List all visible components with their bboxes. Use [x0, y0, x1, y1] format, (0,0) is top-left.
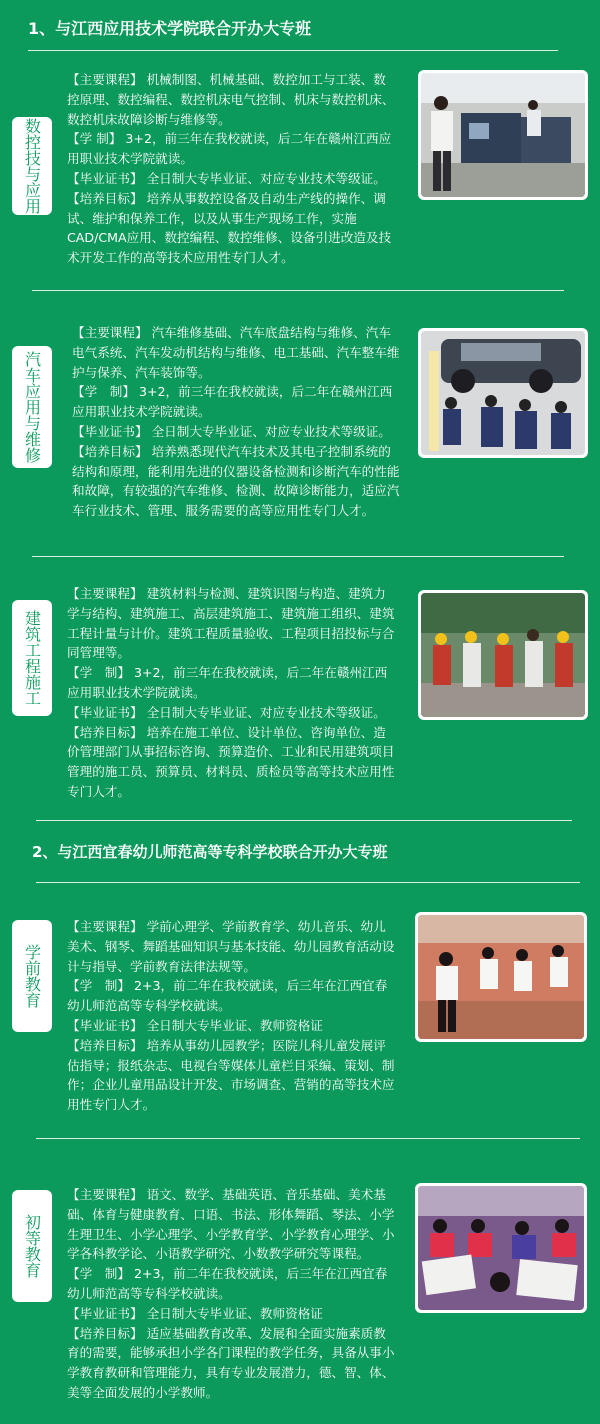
line: 专门人才。 [67, 783, 130, 799]
badge-cnc-label: 数控技与应用 [22, 118, 42, 214]
classroom-reading-photo [415, 1183, 587, 1313]
line: 学与结构、建筑施工、高层建筑施工、建筑施工组织、建筑 [67, 605, 395, 621]
line: 美等全面发展的小学教师。 [67, 1384, 219, 1400]
badge-preschool-label: 学前教育 [22, 944, 42, 1008]
line: CAD/CMA应用、数控编程、数控维修、设备引进改造及技 [67, 230, 392, 246]
line: 控原理、数控编程、数控机床电气控制、机床与数控机床、 [67, 91, 395, 107]
line: 【培养目标】 培养从事幼儿园教学；医院儿科儿童发展评 [67, 1037, 386, 1053]
line: 应用职业技术学院就读。 [72, 404, 211, 420]
line: 【主要课程】 机械制图、机械基础、数控加工与工装、数 [67, 72, 386, 87]
badge-preschool [12, 920, 52, 1032]
line: 【毕业证书】 全日制大专毕业证、对应专业技术等级证。 [67, 704, 386, 720]
badge-primary [12, 1190, 52, 1302]
line: 估指导；报纸杂志、电视台等媒体儿童栏目采编、策划、制 [67, 1057, 395, 1073]
line: 【毕业证书】 全日制大专毕业证、教师资格证 [67, 1017, 323, 1033]
line: 【培养目标】 培养熟悉现代汽车技术及其电子控制系统的 [72, 443, 391, 459]
line: 结构和原理，能利用先进的仪器设备检测和诊断汽车的性能 [72, 463, 400, 479]
line: 管理的施工员、预算员、材料员、质检员等高等技术应用性 [67, 764, 395, 780]
badge-auto [12, 346, 52, 468]
cnc-workshop-photo [418, 70, 588, 200]
badge-construction [12, 600, 52, 716]
divider-1 [32, 290, 564, 291]
line: 电气系统、汽车发动机结构与维修、电工基础、汽车整车维 [72, 344, 400, 360]
line: 车行业技术、管理、服务需要的高等应用性专门人才。 [72, 503, 375, 519]
line: 价管理部门从事招标咨询、预算造价、工业和民用建筑项目 [67, 744, 395, 760]
line: 【学 制】 2+3，前二年在我校就读，后三年在江西宜春 [67, 978, 388, 994]
line: 计与指导、学前教育法律法规等。 [67, 958, 256, 974]
program-cnc-text [67, 70, 412, 268]
line: 作；企业儿童用品设计开发、市场调查、营销的高等技术应 [67, 1077, 395, 1093]
line: 幼儿师范高等专科学校就读。 [67, 1285, 231, 1301]
program-preschool-text [67, 917, 412, 1115]
program-primary-text [67, 1185, 412, 1403]
badge-cnc [12, 117, 52, 215]
line: 【学 制】 3+2，前三年在我校就读，后二年在赣州江西 [72, 384, 393, 400]
line: 【毕业证书】 全日制大专毕业证、对应专业技术等级证。 [67, 170, 386, 186]
line: 育的需要，能够承担小学各门课程的教学任务，具备从事小 [67, 1345, 395, 1361]
line: 工程计量与计价。建筑工程质量验收、工程项目招投标与合 [67, 625, 395, 641]
line: 【主要课程】 汽车维修基础、汽车底盘结构与维修、汽车 [72, 325, 391, 340]
line: 护与保养、汽车装饰等。 [72, 364, 211, 380]
construction-site-photo [418, 590, 588, 720]
line: 础、体育与健康教育、口语、书法、形体舞蹈、琴法、小学 [67, 1206, 395, 1222]
badge-primary-label: 初等教育 [22, 1214, 42, 1278]
line: 数控机床故障诊断与维修等。 [67, 111, 231, 127]
line: 【培养目标】 培养在施工单位、设计单位、咨询单位、造 [67, 724, 386, 740]
line: 用职业技术学院就读。 [67, 151, 193, 167]
badge-construction-label: 建筑工程施工 [22, 610, 42, 706]
line: 【培养目标】 适应基础教育改革、发展和全面实施素质教 [67, 1325, 386, 1341]
program-auto-text [72, 323, 417, 521]
divider-2 [32, 556, 564, 557]
program-construction-text [67, 584, 412, 802]
car-repair-photo [418, 328, 588, 458]
line: 【毕业证书】 全日制大专毕业证、教师资格证 [67, 1305, 323, 1321]
line: 【学 制】 3+2，前三年在我校就读，后二年在赣州江西应 [67, 131, 392, 147]
line: 美术、钢琴、舞蹈基础知识与基本技能、幼儿园教育活动设 [67, 938, 395, 954]
line: 【毕业证书】 全日制大专毕业证、对应专业技术等级证。 [72, 423, 391, 439]
badge-auto-label: 汽车应用与维修 [22, 351, 42, 463]
line: 应用职业技术学院就读。 [67, 684, 206, 700]
line: 【主要课程】 学前心理学、学前教育学、幼儿音乐、幼儿 [67, 919, 386, 934]
line: 学各科教学论、小语教学研究、小数教学研究等课程。 [67, 1246, 370, 1262]
line: 和故障，有较强的汽车维修、检测、故障诊断能力，适应汽 [72, 483, 400, 499]
divider-3 [36, 820, 572, 821]
line: 学教育教研和管理能力，具有专业发展潜力，德、智、体、 [67, 1365, 395, 1381]
line: 【学 制】 3+2，前三年在我校就读，后二年在赣州江西 [67, 665, 388, 681]
line: 同管理等。 [67, 645, 130, 661]
line: 生理卫生、小学心理学、小学教育学、小学教育心理学、小 [67, 1226, 395, 1242]
line: 用性专门人才。 [67, 1097, 156, 1113]
section1-divider [28, 50, 558, 51]
line: 【学 制】 2+3，前二年在我校就读，后三年在江西宜春 [67, 1266, 388, 1282]
line: 【培养目标】 培养从事数控设备及自动生产线的操作、调 [67, 190, 386, 206]
line: 【主要课程】 语文、数学、基础英语、音乐基础、美术基 [67, 1187, 386, 1202]
section2-divider [36, 882, 580, 883]
section1-title: 1、与江西应用技术学院联合开办大专班 [28, 19, 312, 38]
dance-class-photo [415, 912, 587, 1042]
section2-title: 2、与江西宜春幼儿师范高等专科学校联合开办大专班 [32, 843, 388, 861]
line: 幼儿师范高等专科学校就读。 [67, 998, 231, 1014]
line: 【主要课程】 建筑材料与检测、建筑识图与构造、建筑力 [67, 586, 386, 601]
line: 术开发工作的高等技术应用性专门人才。 [67, 250, 294, 266]
line: 试、维护和保养工作，以及从事生产现场工作，实施 [67, 210, 357, 226]
divider-4 [36, 1138, 580, 1139]
